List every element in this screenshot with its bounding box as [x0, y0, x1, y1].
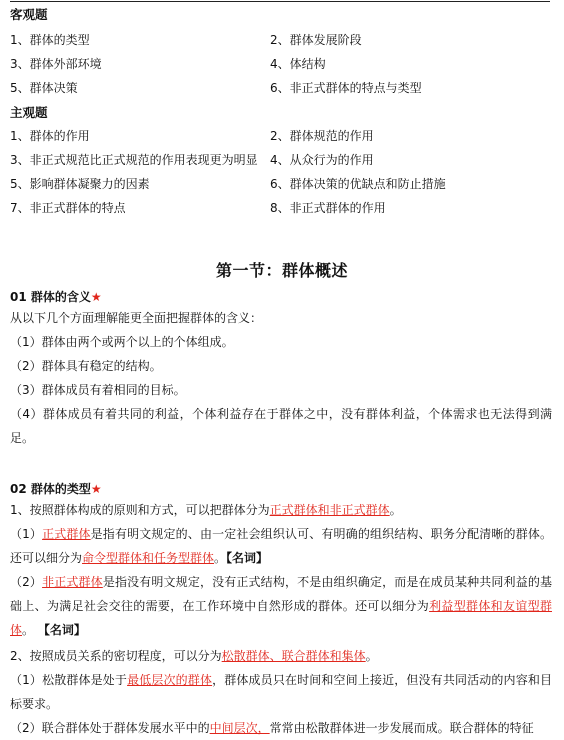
text-run: 。 — [365, 649, 378, 663]
subjective-item: 5、影响群体凝聚力的因素 — [10, 177, 150, 191]
s02-para-formal — [10, 522, 552, 570]
highlight-term: 松散群体、联合群体和集体 — [221, 649, 366, 663]
s01-title-row — [10, 288, 102, 305]
s02-line-2 — [10, 644, 552, 668]
highlight-term: 正式群体和非正式群体 — [269, 503, 390, 517]
objective-item: 4、体结构 — [270, 57, 326, 71]
s02-title-row — [10, 480, 102, 497]
text-run: 是指有明文规定的、由一定社会组织认可、有明确的组织结构、职务分配清晰的群体。还可以细分为 — [10, 527, 552, 565]
subjective-item: 2、群体规范的作用 — [270, 129, 374, 143]
subjective-item: 7、非正式群体的特点 — [10, 201, 126, 215]
highlight-term: 最低层次的群体 — [127, 673, 213, 687]
subjective-item: 3、非正式规范比正式规范的作用表现更为明显 — [10, 153, 258, 167]
text-run: 。 — [22, 623, 35, 637]
s01-point: （3）群体成员有着相同的目标。 — [10, 383, 186, 397]
text-run: （2）联合群体处于群体发展水平中的 — [10, 721, 210, 735]
text-run: 常常由松散群体进一步发展而成。联合群体的特征 — [269, 721, 534, 735]
star-icon: ★ — [90, 482, 102, 496]
term-tag: 【名词】 — [226, 551, 269, 565]
s02-line-1 — [10, 498, 552, 522]
s02-para-informal — [10, 570, 552, 642]
text-run: （1）松散群体是处于 — [10, 673, 128, 687]
subjective-item: 1、群体的作用 — [10, 129, 90, 143]
s02-para-loose — [10, 668, 552, 716]
s02-title: 02 群体的类型 — [10, 482, 91, 496]
objective-item: 6、非正式群体的特点与类型 — [270, 81, 422, 95]
objective-heading: 客观题 — [10, 7, 48, 22]
text-run: 2、按照成员关系的密切程度，可以分为 — [10, 649, 222, 663]
section-title: 第一节：群体概述 — [215, 261, 348, 280]
subjective-heading: 主观题 — [10, 105, 48, 120]
text-run: （2） — [10, 575, 43, 589]
text-run: 1、按照群体构成的原则和方式，可以把群体分为 — [10, 503, 270, 517]
text-run: 。 — [389, 503, 402, 517]
text-run: （1） — [10, 527, 43, 541]
star-icon: ★ — [90, 290, 102, 304]
subjective-item: 8、非正式群体的作用 — [270, 201, 386, 215]
objective-item: 5、群体决策 — [10, 81, 78, 95]
s01-point: （1）群体由两个或两个以上的个体组成。 — [10, 335, 234, 349]
highlight-term: 中间层次， — [209, 721, 270, 735]
top-rule — [10, 1, 550, 2]
highlight-term: 非正式群体 — [42, 575, 103, 589]
s02-para-united — [10, 716, 552, 740]
objective-item: 1、群体的类型 — [10, 33, 90, 47]
subjective-item: 6、群体决策的优缺点和防止措施 — [270, 177, 446, 191]
term-tag: 【名词】 — [37, 623, 86, 637]
objective-item: 3、群体外部环境 — [10, 57, 102, 71]
text-run: ，群体成员只在时间和空间上接近，但没有共同活动的内容和目标要求。 — [10, 673, 552, 711]
s01-point: （2）群体具有稳定的结构。 — [10, 359, 162, 373]
highlight-term: 正式群体 — [42, 527, 91, 541]
text-run: 是指没有明文规定，没有正式结构，不是由组织确定，而是在成员某种共同利益的基础上、为满足社会交往的需要，在工作环境中自然形成的群体。还可以细分为 — [10, 575, 552, 613]
objective-item: 2、群体发展阶段 — [270, 33, 362, 47]
s01-title: 01 群体的含义 — [10, 290, 91, 304]
highlight-term: 利益型群体和友谊型群体 — [10, 599, 552, 637]
highlight-term: 命令型群体和任务型群体 — [82, 551, 215, 565]
s01-point: （4）群体成员有着共同的利益，个体利益存在于群体之中，没有群体利益，个体需求也无法得到满足。 — [10, 407, 552, 445]
text-run: 。 — [214, 551, 227, 565]
subjective-item: 4、从众行为的作用 — [270, 153, 374, 167]
s01-intro: 从以下几个方面理解能更全面把握群体的含义： — [10, 311, 263, 325]
